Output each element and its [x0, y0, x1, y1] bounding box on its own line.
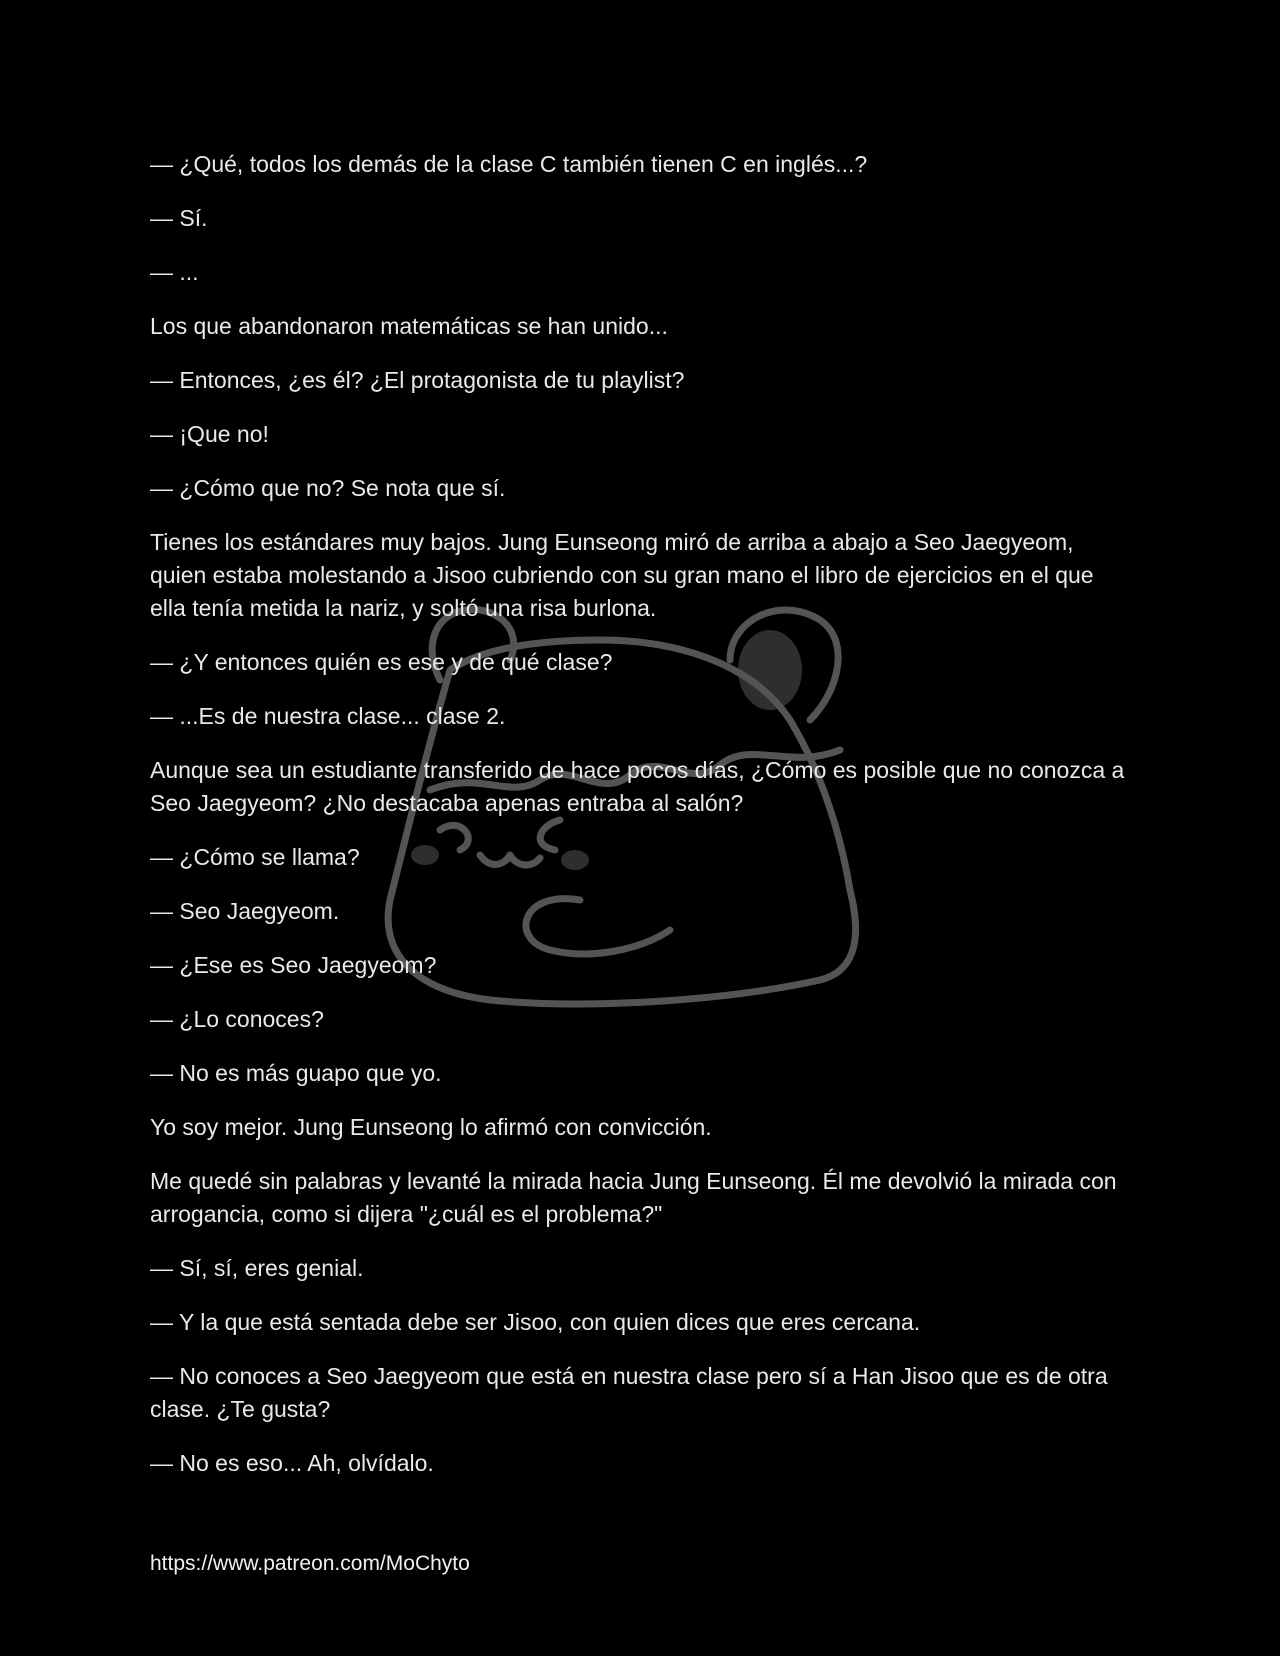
paragraph: — Sí. — [150, 205, 208, 231]
paragraph: — No conoces a Seo Jaegyeom que está en nuestra clase pero sí a Han Jisoo que es de otra clase. ¿Te gusta? — [150, 1363, 1108, 1422]
paragraph: — ... — [150, 259, 199, 285]
patreon-link[interactable]: https://www.patreon.com/MoChyto — [150, 1552, 470, 1575]
paragraph: — No es más guapo que yo. — [150, 1060, 442, 1086]
paragraph: — No es eso... Ah, olvídalo. — [150, 1450, 434, 1476]
paragraph: Tienes los estándares muy bajos. Jung Eunseong miró de arriba a abajo a Seo Jaegyeom, quien estaba molestando a Jisoo cubriendo con su gran mano el libro de ejercicios en el que ella tenía metida la nariz, y soltó una risa burlona. — [150, 529, 1094, 621]
paragraph: — ¿Cómo que no? Se nota que sí. — [150, 475, 506, 501]
paragraph: — Sí, sí, eres genial. — [150, 1255, 364, 1281]
paragraph: Me quedé sin palabras y levanté la mirada hacia Jung Eunseong. Él me devolvió la mirada con arrogancia, como si dijera "¿cuál es el problema?" — [150, 1168, 1117, 1227]
paragraph: — ¿Y entonces quién es ese y de qué clase? — [150, 649, 613, 675]
paragraph: Aunque sea un estudiante transferido de hace pocos días, ¿Cómo es posible que no conozca a Seo Jaegyeom? ¿No destacaba apenas entraba al salón? — [150, 757, 1125, 816]
paragraph: Yo soy mejor. Jung Eunseong lo afirmó con convicción. — [150, 1114, 712, 1140]
paragraph: — Seo Jaegyeom. — [150, 898, 340, 924]
paragraph: — ¿Ese es Seo Jaegyeom? — [150, 952, 437, 978]
paragraph: — Y la que está sentada debe ser Jisoo, con quien dices que eres cercana. — [150, 1309, 921, 1335]
paragraph: — ¡Que no! — [150, 421, 269, 447]
story-text — [150, 148, 1130, 1501]
paragraph: — ¿Qué, todos los demás de la clase C también tienen C en inglés...? — [150, 151, 868, 177]
paragraph: — ¿Lo conoces? — [150, 1006, 324, 1032]
paragraph: — ...Es de nuestra clase... clase 2. — [150, 703, 506, 729]
paragraph: — ¿Cómo se llama? — [150, 844, 360, 870]
paragraph: — Entonces, ¿es él? ¿El protagonista de tu playlist? — [150, 367, 685, 393]
paragraph: Los que abandonaron matemáticas se han unido... — [150, 313, 668, 339]
